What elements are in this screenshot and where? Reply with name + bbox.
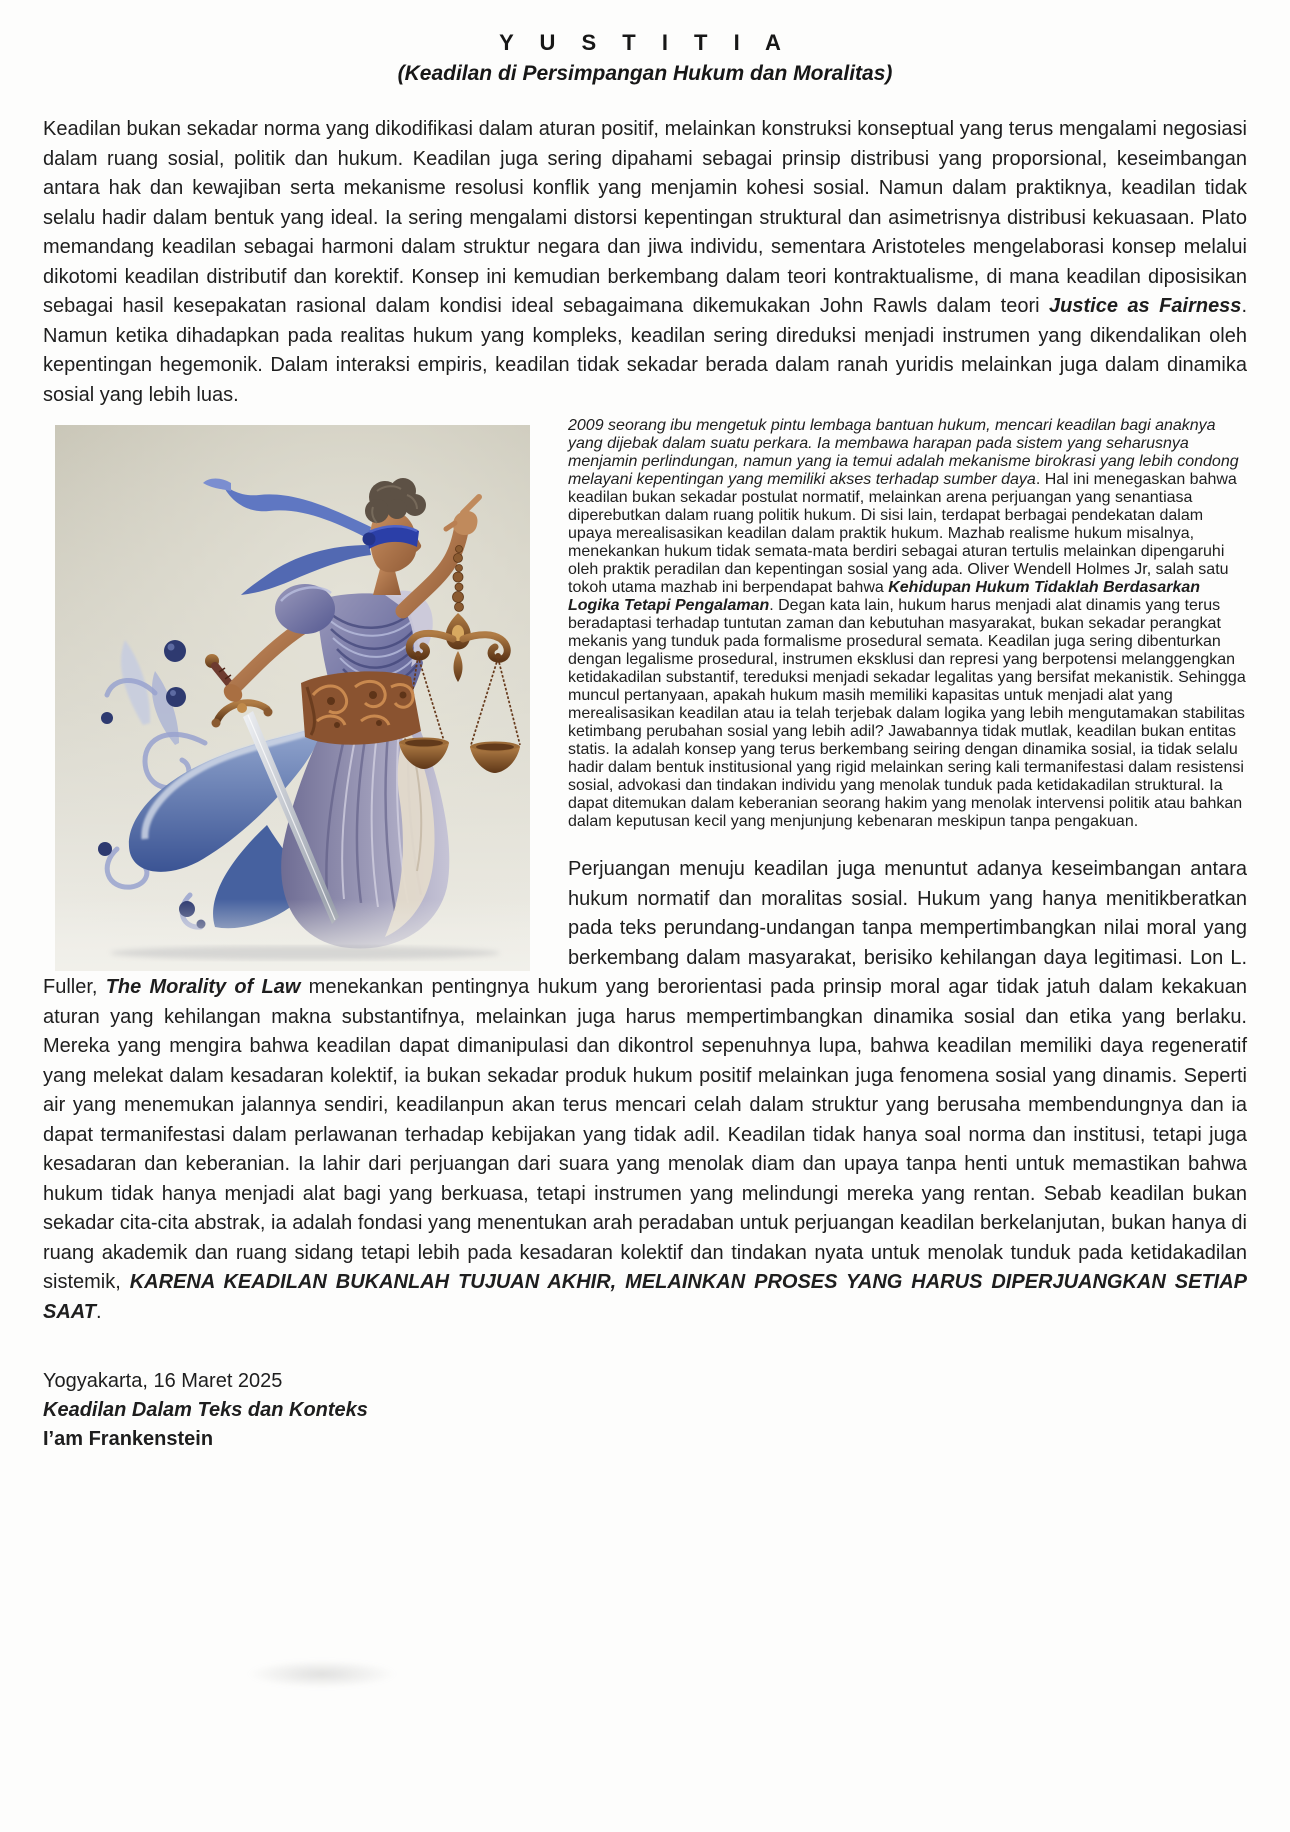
text-run: Perjuangan menuju keadilan juga menuntut adanya keseimbangan antara hukum normatif dan moralitas sosial. Hukum yang hanya menitikberatkan pada teks perundang-undangan tanpa mempertimbangkan nilai moral yang berkembang dalam masyarakat, berisiko kehilangan daya legitimasi. Lon L. Fuller,	[43, 858, 1247, 998]
document-footer	[43, 1367, 1247, 1454]
page-title: Y U S T I T I A	[499, 30, 791, 55]
footer-work-title: Keadilan Dalam Teks dan Konteks	[43, 1399, 368, 1421]
ground-shadow	[110, 946, 500, 960]
text-run: .	[95, 1300, 102, 1323]
paragraph-2-text	[568, 417, 1246, 830]
text-run: 2009 seorang ibu mengetuk pintu lembaga bantuan hukum, mencari keadilan bagi anaknya yang dijebak dalam suatu perkara. Ia membawa harapan pada sistem yang seharusnya menjamin perlindungan, namun yang ia temui adalah mekanisme birokrasi yang lebih condong melayani kepentingan yang memiliki akses terhadap sumber daya	[568, 417, 1239, 488]
text-run: Keadilan bukan sekadar norma yang dikodifikasi dalam aturan positif, melainkan konstruksi konseptual yang terus mengalami negosiasi dalam ruang sosial, politik dan hukum. Keadilan juga sering dipahami sebagai prinsip distribusi yang proporsional, keseimbangan antara hak dan kewajiban serta mekanisme resolusi konflik yang menjamin kohesi sosial. Namun dalam praktiknya, keadilan tidak selalu hadir dalam bentuk yang ideal. Ia sering mengalami distorsi kepentingan struktural dan asimetrisnya distribusi kekuasaan. Plato memandang keadilan sebagai harmoni dalam struktur negara dan jiwa individu, sementara Aristoteles mengelaborasi konsep melalui dikotomi keadilan distributif dan korektif. Konsep ini kemudian berkembang dalam teori kontraktualisme, di mana keadilan diposisikan sebagai hasil kesepakatan rasional dalam kondisi ideal sebagaimana dikemukakan John Rawls dalam teori	[43, 118, 1247, 317]
footer-author: I’am Frankenstein	[43, 1428, 214, 1450]
footer-place-date: Yogyakarta, 16 Maret 2025	[43, 1370, 283, 1392]
text-run: KARENA KEADILAN BUKANLAH TUJUAN AKHIR, MELAINKAN PROSES YANG HARUS DIPERJUANGKAN SETIAP SAAT	[43, 1271, 1248, 1323]
corset-ornament	[301, 671, 421, 744]
page-subtitle: (Keadilan di Persimpangan Hukum dan Moralitas)	[397, 62, 893, 85]
text-run: . Hal ini menegaskan bahwa keadilan bukan sekadar postulat normatif, melainkan arena perjuangan yang senantiasa diperebutkan dalam ruang politik hukum. Di sisi lain, terdapat berbagai pendekatan dalam upaya merealisasikan keadilan dalam praktik hukum. Mazhab realisme hukum misalnya, menekankan hukum tidak semata-mata berdiri sebagai aturan tertulis melainkan dipengaruhi oleh praktik peradilan dan kepentingan sosial yang ada. Oliver Wendell Holmes Jr, salah satu tokoh utama mazhab ini berpendapat bahwa	[568, 471, 1237, 596]
text-run: . Degan kata lain, hukum harus menjadi alat dinamis yang terus beradaptasi terhadap tuntutan zaman dan kebutuhan masyarakat, bukan sekadar perangkat mekanis yang tunduk pada formalisme prosedural semata. Keadilan juga sering dibenturkan dengan legalisme prosedural, instrumen eksklusi dan represi yang berpotensi melanggengkan ketidakadilan substantif, tereduksi menjadi sekadar legalitas yang bersifat mekanistik. Sehingga muncul pertanyaan, apakah hukum masih memiliki kapasitas untuk menjadi alat yang merealisasikan keadilan atau ia telah terjebak dalam logika yang lebih mengutamakan stabilitas ketimbang perubahan sosial yang lebih adil? Jawabannya tidak mutlak, keadilan bukan entitas statis. Ia adalah konsep yang terus berkembang seiring dengan dinamika sosial, ia tidak selalu hadir dalam bentuk institusional yang rigid melainkan sering kali termanifestasi dalam resistensi sosial, advokasi dan tindakan individu yang menolak tunduk pada ketidakadilan struktural. Ia dapat ditemukan dalam keberanian seorang hakim yang menolak intervensi politik atau bahkan dalam keputusan kecil yang menjunjung kebenaran meskipun tanpa pengakuan.	[568, 597, 1246, 830]
text-run: Justice as Fairness	[1049, 295, 1242, 317]
text-run: menekankan pentingnya hukum yang berorientasi pada prinsip moral agar tidak jatuh dalam kekakuan aturan yang kehilangan makna substantifnya, melainkan juga harus mempertimbangkan dinamika sosial dan etika yang berlaku. Mereka yang mengira bahwa keadilan dapat dimanipulasi dan dikontrol sepenuhnya lupa, bahwa keadilan memiliki daya regeneratif yang melekat dalam kesadaran kolektif, ia bukan sekadar produk hukum positif melainkan juga fenomena sosial yang dinamis. Seperti air yang menemukan jalannya sendiri, keadilanpun akan terus mencari celah dalam struktur yang berusaha membendungnya dan ia dapat termanifestasi dalam perlawanan terhadap kebijakan yang tidak adil. Keadilan tidak hanya soal norma dan institusi, tetapi juga kesadaran dan keberanian. Ia lahir dari perjuangan dari suara yang menolak diam dan upaya tanpa henti untuk memastikan bahwa hukum tidak hanya menjadi alat bagi yang berkuasa, tetapi instrumen yang melindungi mereka yang rentan. Sebab keadilan bukan sekadar cita-cita abstrak, ia adalah fondasi yang menentukan arah peradaban untuk perjuangan keadilan berkelanjutan, bukan hanya di ruang akademik dan ruang sidang tetapi lebih pada kesadaran kolektif dan tindakan nyata untuk menolak tunduk pada ketidakadilan sistemik,	[43, 976, 1247, 1293]
smudge-artifact	[247, 1660, 397, 1688]
paragraph-1	[43, 115, 1247, 410]
text-run: . Namun ketika dihadapkan pada realitas hukum yang kompleks, keadilan sering direduksi menjadi instrumen yang dikendalikan oleh kepentingan hegemonik. Dalam interaksi empiris, keadilan tidak sekadar berada dalam ranah yuridis melainkan juga dalam dinamika sosial yang lebih luas.	[43, 295, 1247, 406]
text-run: Kehidupan Hukum Tidaklah Berdasarkan Logika Tetapi Pengalaman	[568, 579, 1201, 614]
lady-justice-graphic	[55, 425, 530, 971]
bottom-mist	[55, 899, 530, 971]
text-run: The Morality of Law	[105, 976, 301, 998]
lady-justice-illustration	[55, 425, 530, 971]
